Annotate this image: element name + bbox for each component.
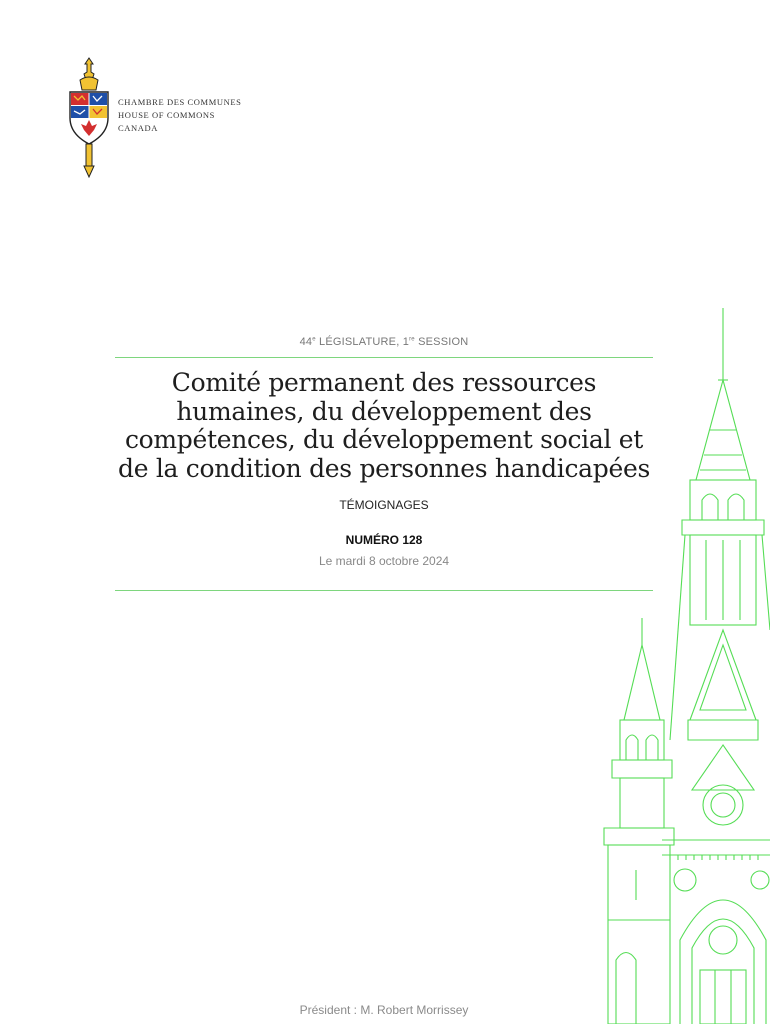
peace-tower-illustration xyxy=(590,300,770,1024)
bottom-divider xyxy=(115,590,653,591)
house-name-en: HOUSE OF COMMONS xyxy=(118,110,215,120)
legislature-suffix: e xyxy=(312,336,316,343)
house-name-block xyxy=(118,96,241,135)
committee-title-line: humaines, du développement des xyxy=(176,396,592,426)
committee-title-line: Comité permanent des ressources xyxy=(171,368,597,397)
chair-name: M. Robert Morrissey xyxy=(360,1003,469,1017)
committee-chair xyxy=(200,1003,568,1017)
committee-title-line: de la condition des personnes handicapées xyxy=(118,453,650,483)
house-name-country: CANADA xyxy=(118,123,158,133)
committee-title xyxy=(95,369,673,483)
committee-title-line: compétences, du développement social et xyxy=(124,425,644,454)
document-number: NUMÉRO 128 xyxy=(345,533,423,547)
session-suffix: re xyxy=(409,336,415,343)
session-word: SESSION xyxy=(418,336,469,348)
chair-label: Président : xyxy=(299,1003,357,1017)
session-line xyxy=(115,336,653,348)
legislature-number: 44 xyxy=(299,336,313,348)
legislature-word: LÉGISLATURE, xyxy=(319,336,400,348)
house-of-commons-crest-logo xyxy=(66,56,112,178)
house-name-fr: CHAMBRE DES COMMUNES xyxy=(118,97,242,107)
document-date: Le mardi 8 octobre 2024 xyxy=(318,554,450,568)
top-divider xyxy=(115,357,653,358)
document-type: TÉMOIGNAGES xyxy=(339,498,429,512)
session-number: 1 xyxy=(402,336,410,348)
